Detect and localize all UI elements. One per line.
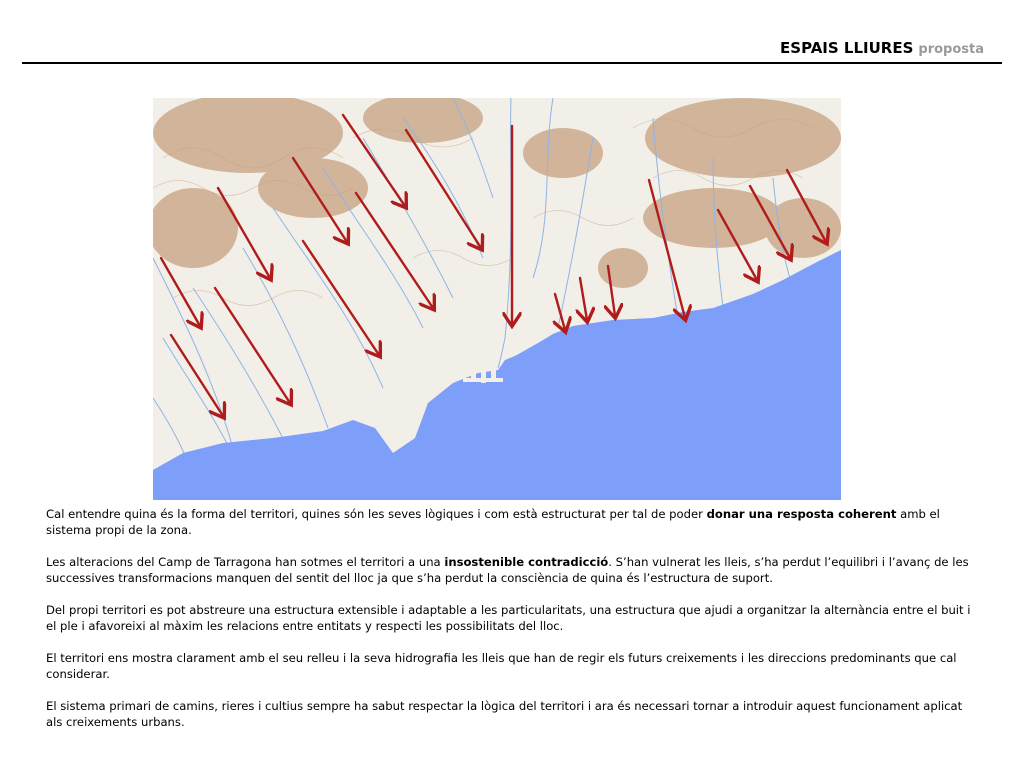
paragraph-4: El territori ens mostra clarament amb el seu relleu i la seva hidrografia les lleis que han de regir els futurs creixements i les direccions predominants que cal considerar. (46, 651, 957, 681)
paragraph-5: El sistema primari de camins, rieres i cultius sempre ha sabut respectar la lògica del territori i ara és necessari tornar a introduir aquest funcionament aplicat als creixements urbans. (46, 699, 963, 729)
emphasis-coherent-response: donar una resposta coherent (706, 507, 897, 521)
header-subtitle: proposta (918, 42, 984, 57)
territory-map (153, 98, 841, 500)
paragraph-1: Cal entendre quina és la forma del territori, quines són les seves lògiques i com està estructurat per tal de poder donar una resposta coherent amb el sistema propi de la zona. (46, 507, 940, 537)
header-title: ESPAIS LLIURES (780, 39, 914, 57)
paragraph-3: Del propi territori es pot abstreure una estructura extensible i adaptable a les particularitats, una estructura que ajudi a organitzar la alternància entre el buit i el ple i afavoreixi al màxim les relacions entre entitats y respecti les possibilitats del lloc. (46, 603, 971, 633)
paragraph-2: Les alteracions del Camp de Tarragona han sotmes el territori a una insostenible contradicció. S’han vulnerat les lleis, s’ha perdut l’equilibri i l’avanç de les successives transformacions manquen del sentit del lloc ja que s’ha perdut la consciència de quina és l’estructura de suport. (46, 555, 969, 585)
header-bar (22, 30, 1002, 64)
header-heading (780, 38, 984, 57)
body-text (46, 506, 981, 746)
territory-map-image (153, 98, 841, 500)
emphasis-contradiction: insostenible contradicció (444, 555, 609, 569)
